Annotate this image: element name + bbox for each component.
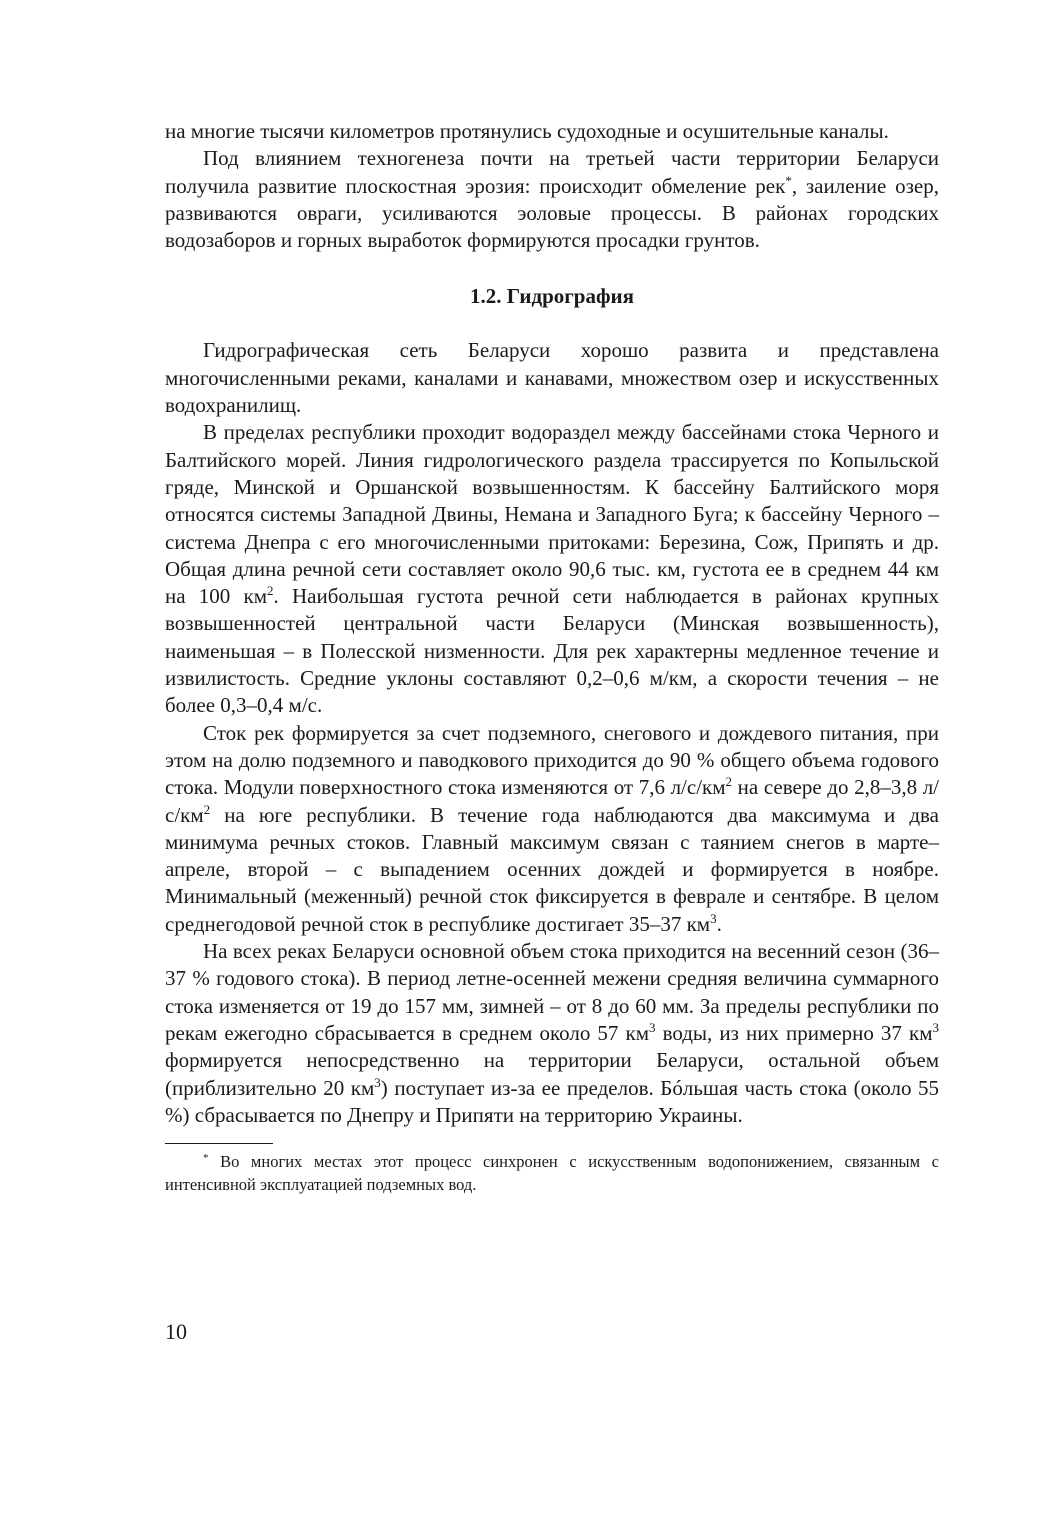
superscript: 2 xyxy=(203,801,211,817)
footnote-reference-mark[interactable]: * xyxy=(785,172,792,188)
paragraph-watershed-text-a: В пределах республики проходит водораздел между бассейнами стока Черного и Балтийского морей. Линия гидрологического раздела трассируется по Копыльской гряде, Минской и Оршанской возвышенностям. К бассейну Балтийского моря относятся системы Западной Двины, Немана и Западного Буга; к бассейну Черного – система Днепра с его многочисленными притоками: Березина, Сож, Припять и др. Общая длина речной сети составляет около 90,6 тыс. км, густота ее в среднем 44 км на 100 км xyxy=(165,420,939,609)
paragraph-seasonal-text-a: На всех реках Беларуси основной объем стока приходится на весенний сезон (36–37 % годового стока). В период летне-осенней межени средняя величина суммарного стока изменяется от 19 до 157 мм, зимней – от 8 до 60 мм. За пределы республики по рекам ежегодно сбрасывается в среднем около 57 км xyxy=(165,939,939,1045)
superscript: 3 xyxy=(374,1074,381,1090)
paragraph-runoff-text-a: Сток рек формируется за счет подземного, снегового и дождевого питания, при этом на долю подземного и паводкового приходится до 90 % общего объема годового стока. Модули поверхностного стока изменяются от 7,6 л/с/км xyxy=(165,720,939,800)
paragraph-erosion-text-a: Под влиянием техногенеза почти на третьей части территории Беларуси получила развитие плоскостная эрозия: происходит обмеление рек xyxy=(165,146,939,198)
paragraph-hydro-network: Гидрографическая сеть Беларуси хорошо развита и представлена многочисленными реками, каналами и канавами, множеством озер и искусственных водохранилищ. xyxy=(165,338,939,418)
footnote-text: Во многих местах этот процесс синхронен с искусственным водопонижением, связанным с интенсивной эксплуатацией подземных вод. xyxy=(165,1152,939,1195)
paragraph-runoff-text-c: на юге республики. В течение года наблюдаются два максимума и два минимума речных стоков. Главный максимум связан с таянием снегов в марте–апреле, второй – с выпадением осенних дождей и формируется в ноябре. Минимальный (меженный) речной сток фиксируется в феврале и сентябре. В целом среднегодовой речной сток в республике достигает 35–37 км xyxy=(165,802,939,936)
paragraph-runoff-text-b: на севере до 2,8–3,8 л/с/км xyxy=(165,775,940,827)
paragraph-seasonal-flow xyxy=(165,938,939,1129)
paragraph-runoff-text-d: . xyxy=(716,911,722,936)
superscript: 3 xyxy=(710,910,717,926)
paragraph-watershed-text-b: . Наибольшая густота речной сети наблюдается в районах крупных возвышенностей центральной части Беларуси (Минская возвышенность), наименьшая – в Полесской низменности. Для рек характерны медленное течение и извилистость. Средние уклоны составляют 0,2–0,6 м/км, а скорости течения – не более 0,3–0,4 м/с. xyxy=(165,584,939,718)
footnote xyxy=(165,1150,939,1196)
superscript: 3 xyxy=(649,1019,656,1035)
paragraph-runoff xyxy=(165,720,939,938)
page-body xyxy=(165,118,939,1196)
paragraph-erosion xyxy=(165,145,939,254)
paragraph-seasonal-text-b: воды, из них примерно 37 км xyxy=(655,1020,933,1045)
page-number: 10 xyxy=(165,1319,187,1344)
paragraph-seasonal-text-c: формируется непосредственно на территории Беларуси, остальной объем (приблизительно 20 км xyxy=(165,1048,939,1100)
section-heading: 1.2. Гидрография xyxy=(470,284,634,309)
footnote-divider xyxy=(165,1143,273,1144)
paragraph-watershed xyxy=(165,419,939,719)
superscript: 3 xyxy=(932,1019,939,1035)
paragraph-continuation: на многие тысячи километров протянулись судоходные и осушительные каналы. xyxy=(165,119,889,143)
paragraph-erosion-text-b: , заиление озер, развиваются овраги, усиливаются эоловые процессы. В районах городских водозаборов и горных выработок формируются просадки грунтов. xyxy=(165,173,939,253)
superscript: 2 xyxy=(267,583,274,599)
paragraph-seasonal-text-d: ) поступает из-за ее пределов. Бóльшая часть стока (около 55 %) сбрасывается по Днепру и Припяти на территорию Украины. xyxy=(165,1075,939,1127)
superscript: 2 xyxy=(725,774,733,790)
footnote-mark: * xyxy=(203,1152,209,1165)
